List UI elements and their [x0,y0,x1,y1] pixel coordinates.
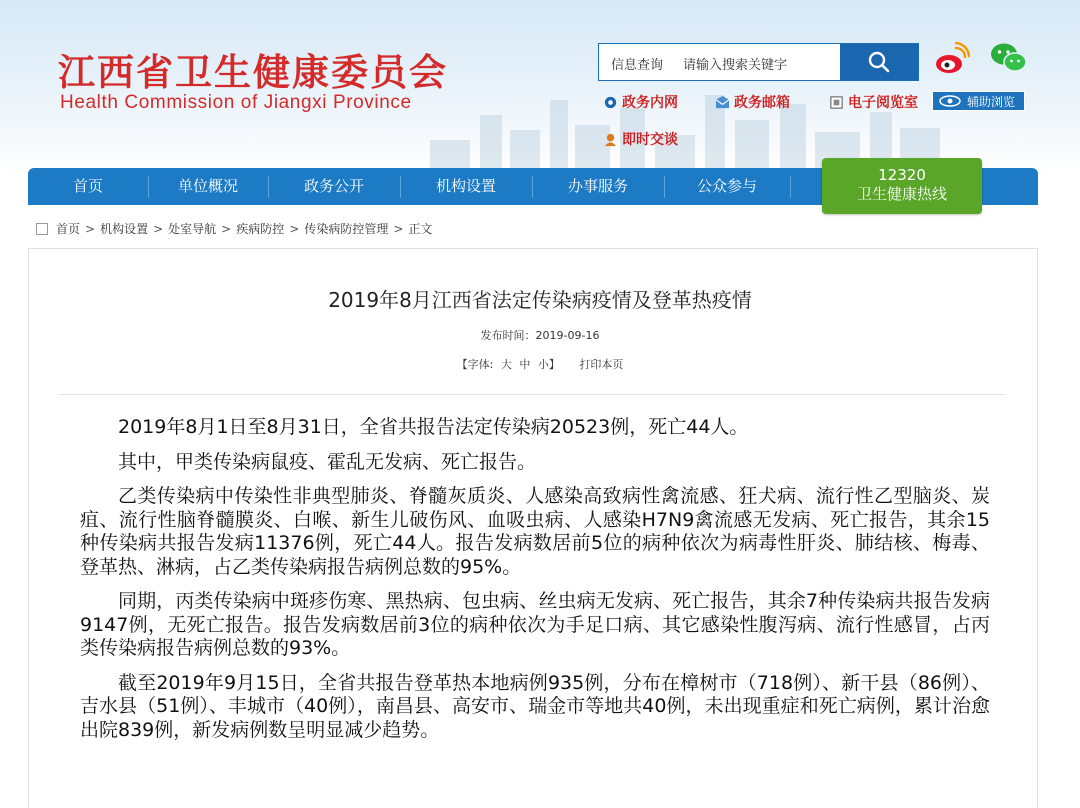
article-paragraph: 其中，甲类传染病鼠疫、霍乱无发病、死亡报告。 [118,450,537,473]
search-category-select[interactable]: 信息查询 [611,58,664,73]
document-icon [829,95,844,110]
breadcrumb [36,220,432,237]
nav-item-overview[interactable]: 单位概况 [177,177,238,195]
wechat-icon[interactable] [990,42,1028,74]
breadcrumb-separator: > [153,221,164,236]
article-title: 2019年8月江西省法定传染病疫情及登革热疫情 [328,288,752,312]
nav-item-home[interactable]: 首页 [72,177,103,195]
mail-link[interactable] [715,92,790,112]
nav-item-public-affairs[interactable]: 政务公开 [303,177,364,195]
breadcrumb-item-home[interactable]: 首页 [56,222,81,236]
hotline-badge[interactable] [822,158,982,214]
hotline-label: 卫生健康热线 [856,185,947,203]
article-body [80,416,990,753]
print-button[interactable]: 打印本页 [579,358,624,371]
accessibility-button-label: 辅助浏览 [967,94,1016,109]
font-size-medium-button[interactable]: 中 [519,358,531,371]
breadcrumb-item-disease-control[interactable]: 疾病防控 [236,222,285,236]
reading-room-link[interactable] [829,92,918,112]
eye-icon [939,95,961,107]
font-size-small-button[interactable]: 小】 [537,358,560,371]
accessibility-button[interactable] [932,91,1025,111]
reading-room-link-label: 电子阅览室 [848,95,918,111]
gear-icon [603,95,618,110]
chat-link-label: 即时交谈 [622,132,678,148]
search-bar [598,43,919,81]
article-paragraph: 2019年8月1日至8月31日，全省共报告法定传染病20523例，死亡44人。 [118,416,749,438]
font-size-large-button[interactable]: 大 [500,358,512,371]
intranet-link[interactable] [603,92,678,112]
breadcrumb-separator: > [393,221,404,236]
article-paragraph: 同期，丙类传染病中斑疹伤寒、黑热病、包虫病、丝虫病无发病、死亡报告，其余7种传染病共报告发病9147例，无死亡报告。报告发病数居前3位的病种依次为手足口病、其它感染性腹泻病、流行性感冒，占丙类传染病报告病例总数的93%。 [80,590,990,659]
site-logo-title[interactable]: 江西省卫生健康委员会 [58,51,448,94]
chat-icon [603,132,618,147]
site-header [0,0,1080,172]
article-divider [58,394,1006,395]
nav-item-organization[interactable]: 机构设置 [435,177,496,195]
breadcrumb-separator: > [221,221,232,236]
article-paragraph: 乙类传染病中传染性非典型肺炎、脊髓灰质炎、人感染高致病性禽流感、狂犬病、流行性乙型脑炎、炭疽、流行性脑脊髓膜炎、白喉、新生儿破伤风、血吸虫病、人感染H7N9禽流感无发病、死亡报告，其余15种传染病共报告发病11376例，死亡44人。报告发病数居前5位的病种依次为病毒性肝炎、肺结核、梅毒、登革热、淋病，占乙类传染病报告病例总数的95%。 [80,485,990,578]
search-input[interactable]: 请输入搜索关键字 [683,58,788,73]
mail-link-label: 政务邮箱 [734,95,790,111]
hotline-number: 12320 [878,166,926,184]
search-button[interactable] [840,44,918,80]
quick-links [603,92,1043,152]
weibo-icon[interactable] [934,42,970,76]
article-tools [0,356,1080,372]
nav-divider [790,176,791,198]
mail-icon [715,95,730,110]
site-logo-subtitle[interactable]: Health Commission of Jiangxi Province [60,92,412,113]
breadcrumb-item-department-nav[interactable]: 处室导航 [168,222,217,236]
breadcrumb-item-organization[interactable]: 机构设置 [100,222,149,236]
breadcrumb-separator: > [289,221,300,236]
search-icon [868,51,890,73]
publish-date-value: 2019-09-16 [535,329,600,342]
location-icon [36,223,48,235]
font-size-label: 【字体: [456,358,494,371]
breadcrumb-item-current: 正文 [408,222,433,236]
article-publish-date [0,327,1080,343]
chat-link[interactable] [603,129,678,149]
breadcrumb-item-infectious-disease[interactable]: 传染病防控管理 [304,222,389,236]
breadcrumb-separator: > [85,221,96,236]
article-paragraph: 截至2019年9月15日，全省共报告登革热本地病例935例，分布在樟树市（718例）、新干县（86例）、吉水县（51例）、丰城市（40例），南昌县、高安市、瑞金市等地共40例，未出现重症和死亡病例，累计治愈出院839例，新发病例数呈明显减少趋势。 [80,671,990,741]
nav-item-services[interactable]: 办事服务 [567,177,628,195]
intranet-link-label: 政务内网 [622,95,678,111]
publish-date-label: 发布时间： [480,329,536,342]
nav-item-participation[interactable]: 公众参与 [696,177,757,195]
